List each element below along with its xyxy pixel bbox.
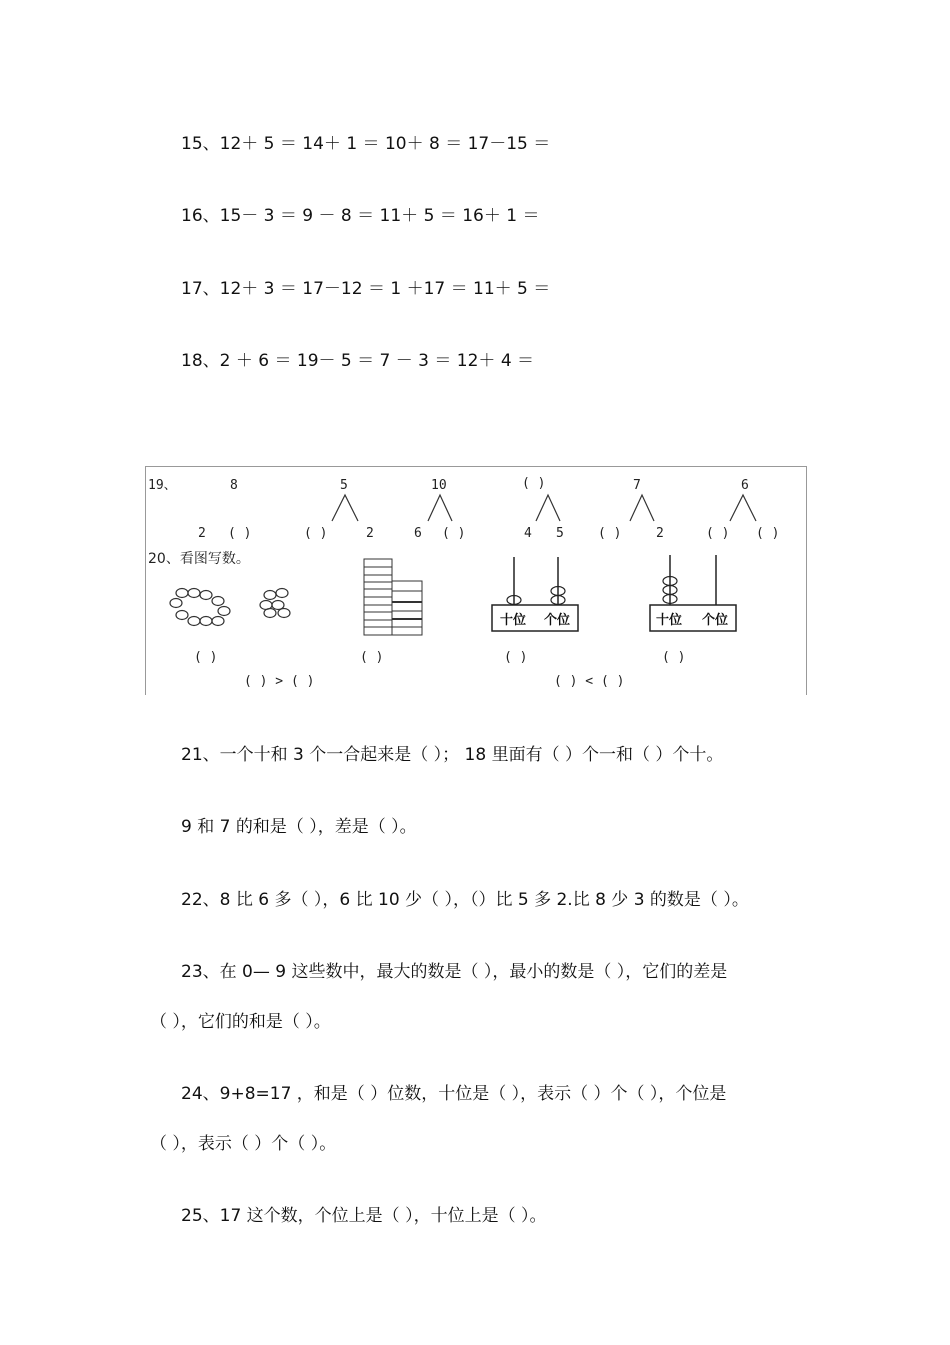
scanned-figure — [145, 466, 807, 695]
arithmetic-row-16: 16、15－ 3 ＝ 9 － 8 ＝ 11＋ 5 ＝ 16＋ 1 ＝ — [181, 206, 540, 226]
tree-5-top: 7 — [633, 478, 641, 493]
compare-right: ( ) < ( ) — [554, 674, 625, 689]
abacus-1 — [492, 557, 578, 631]
blank-2: ( ) — [360, 650, 384, 665]
arithmetic-row-17: 17、12＋ 3 ＝ 17－12 ＝ 1 ＋17 ＝ 11＋ 5 ＝ — [181, 279, 551, 299]
tree-2-top: 5 — [340, 478, 348, 493]
tree-6-right: ( ) — [756, 526, 780, 541]
q19-label: 19、 — [148, 478, 177, 493]
abacus-2 — [650, 555, 736, 631]
tree-2-right: 2 — [366, 526, 374, 541]
question-24-line-2: （ ），表示（ ）个（ ）。 — [150, 1134, 337, 1154]
blank-3: ( ) — [504, 650, 528, 665]
number-tree-1 — [198, 478, 251, 541]
question-23-line-1: 23、在 0— 9 这些数中，最大的数是（ ），最小的数是（ ），它们的差是 — [181, 962, 728, 982]
figure-svg — [146, 467, 806, 695]
bead-picture — [170, 589, 290, 626]
abacus-2-ones-label: 个位 — [702, 613, 729, 628]
tree-3-top: 10 — [431, 478, 447, 493]
compare-left: ( ) > ( ) — [244, 674, 315, 689]
tree-3-right: ( ) — [442, 526, 466, 541]
question-25: 25、17 这个数，个位上是（ ），十位上是（ ）。 — [181, 1206, 547, 1226]
blank-1: ( ) — [194, 650, 218, 665]
abacus-1-tens-label: 十位 — [500, 613, 527, 628]
tree-6-left: ( ) — [706, 526, 730, 541]
abacus-2-tens-label: 十位 — [656, 613, 683, 628]
question-22: 22、8 比 6 多（ ），6 比 10 少（ ），（）比 5 多 2.比 8 少 3 的数是（ ）。 — [181, 890, 749, 910]
tree-5-left: ( ) — [598, 526, 622, 541]
number-tree-2 — [304, 478, 374, 541]
tree-2-left: ( ) — [304, 526, 328, 541]
tree-4-top: ( ) — [522, 476, 546, 491]
number-tree-6 — [706, 478, 779, 541]
tree-5-right: 2 — [656, 526, 664, 541]
question-21-line-1: 21、一个十和 3 个一合起来是（ ）； 18 里面有（ ）个一和（ ）个十。 — [181, 745, 724, 765]
question-23-line-2: （ ），它们的和是（ ）。 — [150, 1012, 331, 1032]
sticks-picture — [364, 559, 422, 635]
arithmetic-row-15: 15、12＋ 5 ＝ 14＋ 1 ＝ 10＋ 8 ＝ 17－15 ＝ — [181, 134, 551, 154]
blank-4: ( ) — [662, 650, 686, 665]
tree-4-right: 5 — [556, 526, 564, 541]
tree-3-left: 6 — [414, 526, 422, 541]
tree-6-top: 6 — [741, 478, 749, 493]
abacus-1-ones-label: 个位 — [544, 613, 571, 628]
tree-4-left: 4 — [524, 526, 532, 541]
number-tree-5 — [598, 478, 664, 541]
question-24-line-1: 24、9+8=17 ，和是（ ）位数，十位是（ ），表示（ ）个（ ），个位是 — [181, 1084, 727, 1104]
question-21-line-2: 9 和 7 的和是（ ），差是（ ）。 — [181, 817, 417, 837]
arithmetic-row-18: 18、2 ＋ 6 ＝ 19－ 5 ＝ 7 － 3 ＝ 12＋ 4 ＝ — [181, 351, 535, 371]
tree-1-left: 2 — [198, 526, 206, 541]
tree-1-top: 8 — [230, 478, 238, 493]
number-tree-3 — [414, 478, 465, 541]
q20-label: 20、看图写数。 — [148, 551, 250, 567]
tree-1-right: ( ) — [228, 526, 252, 541]
number-tree-4 — [522, 476, 564, 541]
